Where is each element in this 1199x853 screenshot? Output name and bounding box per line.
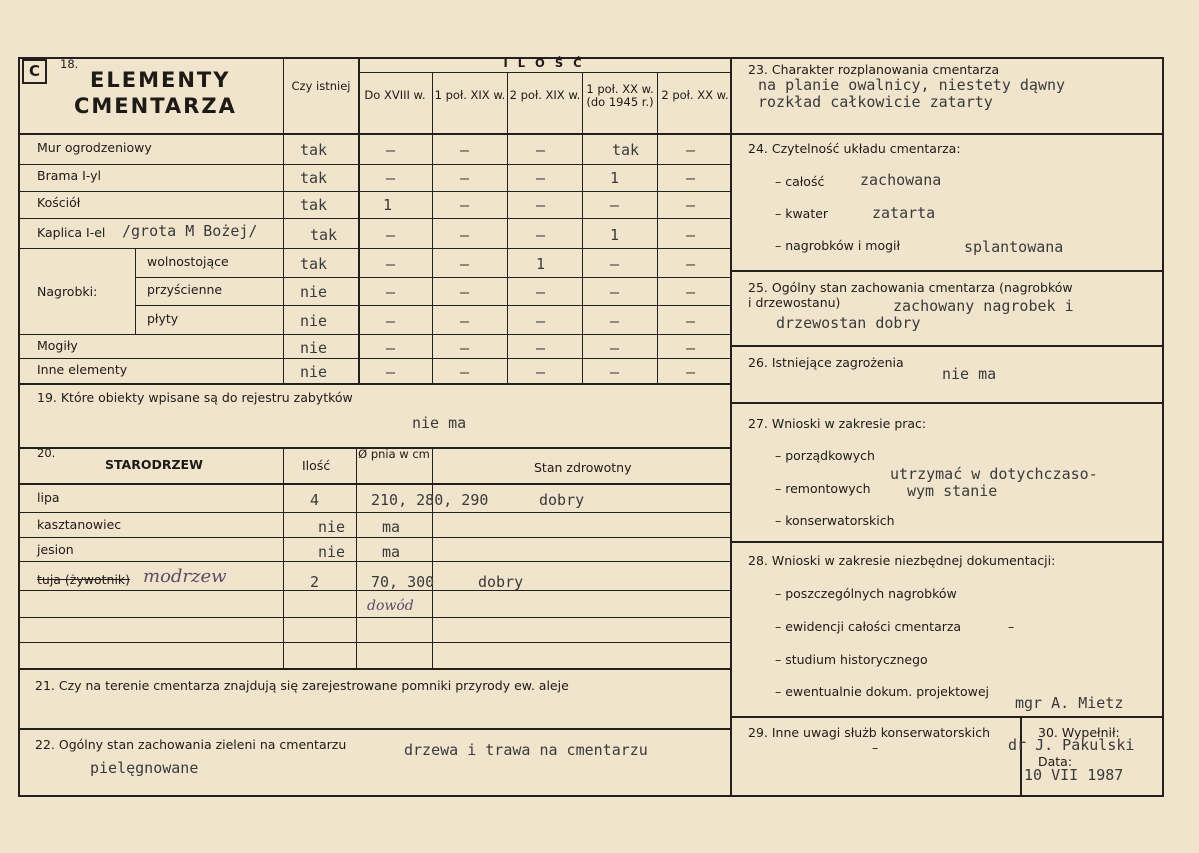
s22-top [18, 728, 730, 730]
period-header: 1 poł. XX w. (do 1945 r.) [586, 82, 654, 110]
s18-nagrobki-vline [135, 248, 136, 334]
s23-value1: na planie owalnicy, niestety dąwny [758, 76, 1066, 94]
s24-item: – całość [775, 174, 825, 189]
s26-label: 26. Istniejące zagrożenia [748, 355, 904, 370]
row-exists: tak [300, 169, 328, 187]
s20-row-line [18, 642, 730, 643]
s27-value1: utrzymać w dotychczaso- [890, 465, 1098, 483]
row-value: – [386, 312, 396, 330]
row-value: – [460, 141, 470, 159]
row-value: – [386, 169, 396, 187]
tree-name: kasztanowiec [37, 517, 122, 532]
row-value: – [460, 226, 470, 244]
row-value: – [386, 226, 396, 244]
s28-label: 28. Wnioski w zakresie niezbędnej dokumentacji: [748, 553, 1056, 568]
row-label: Brama I-yl [37, 168, 102, 183]
s20-header-line [18, 483, 730, 485]
period-header: 2 poł. XX w. [661, 88, 729, 102]
s24-top [730, 133, 1164, 135]
row-label: Inne elementy [37, 362, 128, 377]
s28-top [730, 541, 1164, 543]
row-value: – [386, 141, 396, 159]
row-label: płyty [147, 311, 179, 326]
s21-label: 21. Czy na terenie cmentarza znajdują się zarejestrowane pomniki przyrody ew. aleje [35, 678, 569, 693]
s21-top [18, 668, 730, 670]
s18-vline [657, 72, 658, 383]
s25-label2: i drzewostanu) [748, 295, 841, 310]
s29-label: 29. Inne uwagi służb konserwatorskich [748, 725, 990, 740]
row-value: – [386, 255, 396, 273]
period-header: Do XVIII w. [364, 88, 426, 102]
row-value: – [536, 141, 546, 159]
row-exists: nie [300, 312, 328, 330]
row-value: – [686, 226, 696, 244]
s18-row-line [135, 305, 730, 306]
s27-top [730, 402, 1164, 404]
s24-label: 24. Czytelność układu cmentarza: [748, 141, 961, 156]
tree-name: jesion [37, 542, 74, 557]
row-exists: nie [300, 363, 328, 381]
row-label: wolnostojące [147, 254, 229, 269]
s26-value: nie ma [942, 365, 997, 383]
tree-diameter: ma [382, 543, 401, 561]
tree-qty: nie [318, 518, 346, 536]
s27-item: – porządkowych [775, 448, 875, 463]
row-value: – [610, 255, 620, 273]
s24-value: zatarta [872, 204, 936, 222]
s30-date-label: Data: [1038, 754, 1073, 769]
row-exists: tak [300, 196, 328, 214]
col-exists-header: Czy istniej [291, 79, 351, 93]
s24-value: zachowana [860, 171, 942, 189]
row-value: 1 [610, 226, 620, 244]
s18-vline [432, 72, 433, 383]
s22-label: 22. Ogólny stan zachowania zieleni na cmentarzu [35, 737, 347, 752]
period-header: 2 poł. XIX w. [509, 88, 581, 102]
row-value: – [536, 339, 546, 357]
s22-value1: drzewa i trawa na cmentarzu [404, 741, 648, 759]
row-value: – [610, 196, 620, 214]
s18-row-line [18, 164, 730, 165]
row-exists: tak [300, 141, 328, 159]
s20-col-health: Stan zdrowotny [534, 460, 632, 475]
row-label: Kaplica I-el [37, 225, 106, 240]
row-value: – [536, 169, 546, 187]
s27-label: 27. Wnioski w zakresie prac: [748, 416, 927, 431]
s20-number: 20. [37, 446, 56, 460]
row-label: Mogiły [37, 338, 78, 353]
s18-header-line [18, 133, 730, 135]
s30-date: 10 VII 1987 [1024, 766, 1124, 784]
s20-vline [432, 447, 433, 669]
row-value: – [686, 196, 696, 214]
row-exists: tak [310, 226, 338, 244]
s20-col-dia: Ø pnia w cm [358, 447, 430, 461]
s22-value2: pielęgnowane [90, 759, 199, 777]
row-value: – [460, 283, 470, 301]
row-value: 1 [610, 169, 620, 187]
s20-vline [356, 447, 357, 669]
tree-qty: nie [318, 543, 346, 561]
qty-header: I L O Ś Ć [503, 56, 585, 70]
row-value: – [686, 283, 696, 301]
s29-top [730, 716, 1164, 718]
frame-right [1162, 57, 1164, 797]
row-value: – [686, 312, 696, 330]
s18-row-line [18, 358, 730, 359]
row-value: – [536, 312, 546, 330]
s20-row-line [18, 537, 730, 538]
s23-label: 23. Charakter rozplanowania cmentarza [748, 62, 1000, 77]
s20-row-line [18, 617, 730, 618]
s27-value2: wym stanie [907, 482, 998, 500]
row-value: – [460, 339, 470, 357]
section-letter-box: C [22, 59, 47, 84]
row-value: – [610, 312, 620, 330]
row-value: – [610, 363, 620, 381]
row-exists: tak [300, 255, 328, 273]
s30-vline [1020, 716, 1022, 796]
row-exists: nie [300, 283, 328, 301]
row-value: – [460, 255, 470, 273]
s30-value: dr J. Pakulski [1008, 736, 1135, 754]
s20-row-line [18, 561, 730, 562]
s18-vline [582, 72, 583, 383]
s28-item: – poszczególnych nagrobków [775, 586, 957, 601]
s18-title-line2: CMENTARZA [74, 94, 237, 118]
row-value: – [460, 363, 470, 381]
s20-vline [283, 447, 284, 669]
row-label: przyścienne [147, 282, 223, 297]
s20-hand-note: dowód [367, 598, 414, 614]
tree-name: tuja (żywotnik) [37, 572, 131, 587]
s24-item: – kwater [775, 206, 829, 221]
s27-item: – konserwatorskich [775, 513, 895, 528]
tree-diameter: ma [382, 518, 401, 536]
row-label: Mur ogrodzeniowy [37, 140, 152, 155]
row-value: – [686, 339, 696, 357]
row-value: – [386, 363, 396, 381]
period-header: 1 poł. XIX w. [434, 88, 506, 102]
s18-row-line [18, 218, 730, 219]
s19-value: nie ma [412, 414, 467, 432]
row-value: – [610, 283, 620, 301]
row-value: tak [612, 141, 640, 159]
nagrobki-label: Nagrobki: [37, 284, 98, 299]
s24-item: – nagrobków i mogił [775, 238, 901, 253]
row-value: – [686, 363, 696, 381]
row-value: – [536, 283, 546, 301]
row-value: – [686, 255, 696, 273]
s20-col-qty: Ilość [302, 458, 331, 473]
s23-value2: rozkład całkowicie zatarty [758, 93, 993, 111]
row-value: – [460, 312, 470, 330]
row-value: – [610, 339, 620, 357]
row-value: – [686, 141, 696, 159]
s25-value2: drzewostan dobry [776, 314, 921, 332]
row-value: – [386, 339, 396, 357]
tree-diameter: 70, 300 [371, 573, 435, 591]
row-value: 1 [383, 196, 393, 214]
tree-diameter: 210, 280, 290 [371, 491, 489, 509]
s28-item: – ewentualnie dokum. projektowej [775, 684, 990, 699]
s18-row-line [18, 248, 730, 249]
s27-item: – remontowych [775, 481, 871, 496]
s18-row-line [18, 334, 730, 335]
row-value: 1 [536, 255, 546, 273]
tree-qty: 4 [310, 491, 320, 509]
row-value: – [686, 169, 696, 187]
row-value: – [536, 196, 546, 214]
s25-value1: zachowany nagrobek i [893, 297, 1074, 315]
tree-name: lipa [37, 490, 60, 505]
s28-signature: mgr A. Mietz [1015, 694, 1124, 712]
s18-number: 18. [60, 57, 79, 71]
row-value: – [536, 363, 546, 381]
frame-bottom [18, 795, 1164, 797]
tree-health: dobry [539, 491, 585, 509]
row-value: – [460, 196, 470, 214]
s26-top [730, 345, 1164, 347]
row-label-extra: /grota M Bożej/ [122, 222, 258, 240]
s28-dash: – [1008, 619, 1015, 634]
row-exists: nie [300, 339, 328, 357]
s24-value: splantowana [964, 238, 1064, 256]
s25-label1: 25. Ogólny stan zachowania cmentarza (nagrobków [748, 280, 1073, 295]
s29-value: – [872, 740, 879, 755]
row-value: – [386, 283, 396, 301]
s18-vline [507, 72, 508, 383]
tree-health: dobry [478, 573, 524, 591]
s28-item: – studium historycznego [775, 652, 928, 667]
tree-qty: 2 [310, 573, 320, 591]
tree-name-handwritten: modrzew [143, 566, 227, 587]
frame-left [18, 57, 20, 797]
row-value: – [536, 226, 546, 244]
s18-qty-line [358, 72, 730, 73]
row-label: Kościół [37, 195, 81, 210]
s18-title-line1: ELEMENTY [90, 68, 231, 92]
column-divider [730, 57, 732, 797]
s25-top [730, 270, 1164, 272]
s18-row-line [135, 277, 730, 278]
s30-label: 30. Wypełnił: [1038, 725, 1120, 740]
s20-row-line [18, 512, 730, 513]
row-value: – [460, 169, 470, 187]
s20-title: STARODRZEW [105, 457, 203, 472]
s18-bottom [18, 383, 730, 385]
s18-row-line [18, 191, 730, 192]
s28-item: – ewidencji całości cmentarza [775, 619, 962, 634]
s19-label: 19. Które obiekty wpisane są do rejestru zabytków [37, 390, 353, 405]
